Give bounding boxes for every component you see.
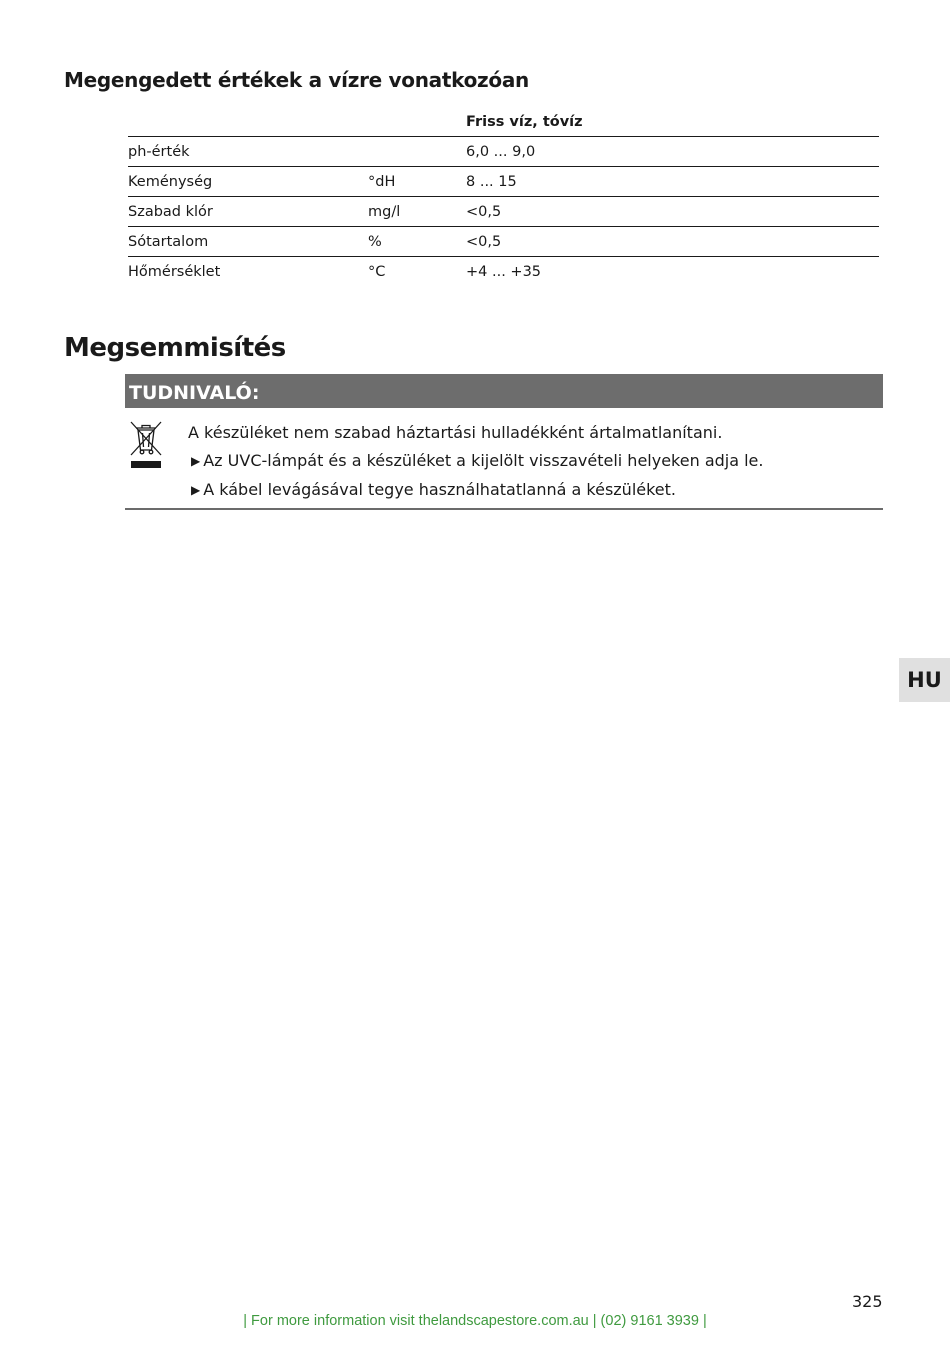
table-row (128, 257, 879, 287)
param-value: <0,5 (466, 197, 879, 227)
footer-link-text[interactable]: | For more information visit thelandscapestore.com.au | (02) 9161 3939 | (243, 1313, 707, 1329)
note-box (125, 374, 883, 510)
list-item (188, 447, 763, 477)
table-header-cell: Friss víz, tóvíz (466, 108, 879, 137)
section-title-disposal: Megsemmisítés (64, 333, 286, 363)
param-name: Szabad klór (128, 197, 368, 227)
param-value: 6,0 ... 9,0 (466, 137, 879, 167)
page-number: 325 (852, 1292, 883, 1311)
param-unit: mg/l (368, 197, 466, 227)
param-unit: °dH (368, 167, 466, 197)
bullet-arrow-icon: ▶ (191, 483, 201, 497)
param-value: <0,5 (466, 227, 879, 257)
table-row (128, 137, 879, 167)
list-item (188, 476, 763, 506)
table-row (128, 197, 879, 227)
param-unit: °C (368, 263, 386, 280)
table-row (128, 167, 879, 197)
list-item-text: A kábel levágásával tegye használhatatlanná a készüléket. (203, 480, 677, 499)
param-name: ph-érték (128, 137, 368, 167)
bullet-arrow-icon: ▶ (191, 453, 201, 468)
param-value: 8 ... 15 (466, 167, 879, 197)
table-header-cell (128, 108, 368, 137)
water-values-table (128, 108, 879, 286)
param-name: Keménység (128, 167, 368, 197)
section-title-water-values: Megengedett értékek a vízre vonatkozóan (64, 68, 529, 92)
crossed-out-wheelie-bin-icon (128, 419, 164, 471)
param-value: +4 ... +35 (466, 263, 542, 280)
param-name: Sótartalom (128, 227, 368, 257)
note-text: A készüléket nem szabad háztartási hulladékként ártalmatlanítani. (188, 423, 723, 442)
note-label: TUDNIVALÓ: (125, 374, 883, 408)
list-item-text: Az UVC-lámpát és a készüléket a kijelölt visszavételi helyeken adja le. (203, 450, 764, 470)
param-unit (368, 137, 466, 167)
table-row (128, 227, 879, 257)
language-tab: HU (899, 658, 950, 702)
table-header-cell (368, 108, 466, 137)
param-name: Hőmérséklet (128, 263, 221, 280)
table-header-row (128, 108, 879, 137)
param-unit: % (368, 227, 466, 257)
note-text-block (188, 419, 763, 506)
